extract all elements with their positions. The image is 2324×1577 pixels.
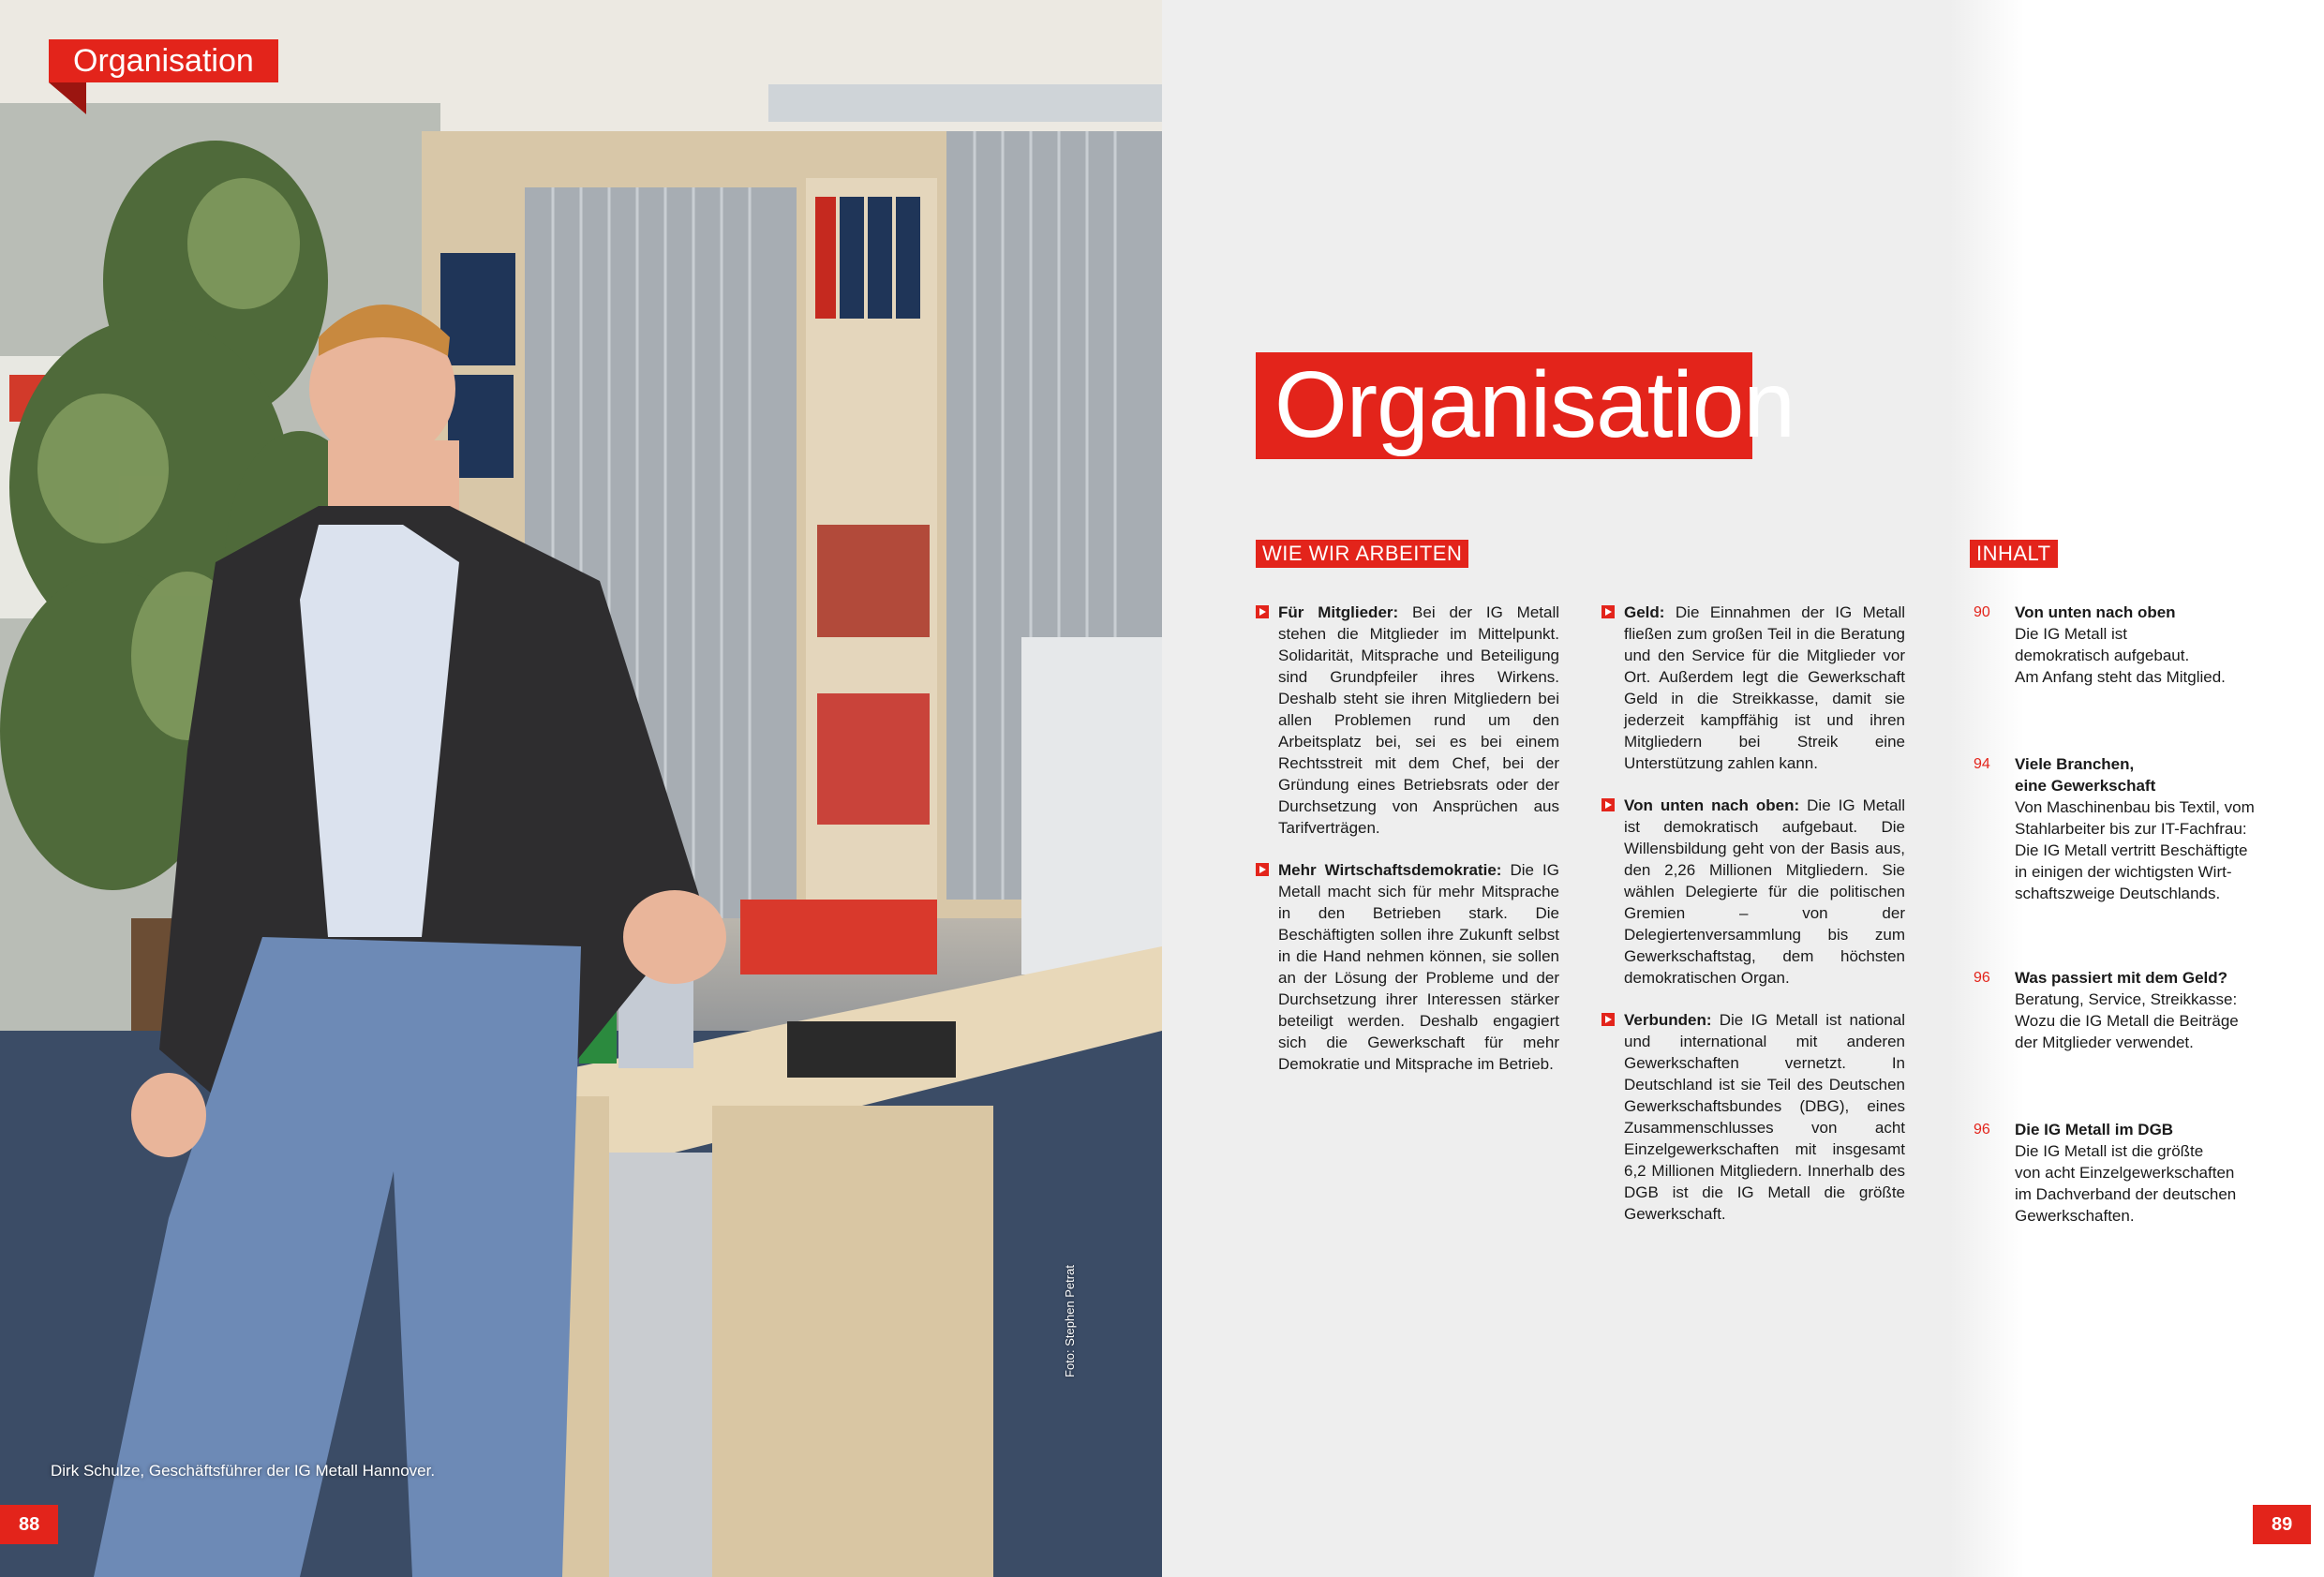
inhalt-label: INHALT xyxy=(1970,540,2058,568)
toc-desc-line: der Mitglieder verwendet. xyxy=(2015,1034,2194,1051)
arrow-bullet-icon xyxy=(1256,605,1269,618)
toc-desc-line: Stahlarbeiter bis zur IT-Fachfrau: xyxy=(2015,820,2247,838)
page-number-left: 88 xyxy=(0,1505,58,1544)
item-heading: Für Mitglieder: xyxy=(1278,603,1413,621)
text-item xyxy=(1601,602,1905,774)
toc-title-line: Was passiert mit dem Geld? xyxy=(2015,969,2228,987)
arrow-bullet-icon xyxy=(1601,1013,1615,1026)
text-column-1 xyxy=(1256,602,1559,1095)
toc-title xyxy=(2015,1119,2287,1140)
toc-title-line: Die IG Metall im DGB xyxy=(2015,1121,2174,1138)
toc-desc-line: Die IG Metall ist xyxy=(2015,625,2127,643)
toc-desc-line: im Dachverband der deutschen xyxy=(2015,1185,2237,1203)
toc-desc-line: Von Maschinenbau bis Textil, vom xyxy=(2015,798,2255,816)
item-text: Die IG Metall macht sich für mehr Mitsprache in den Betrieben stark. Die Beschäftigten sollen ihre Zukunft selbst in die Hand nehmen können, sie sollen an der Lösung der Probleme und der Durchsetzung ihrer Interessen stärker beteiligt werden. Deshalb engagiert sich die Gewerkschaft für mehr Demokratie und Mitsprache im Betrieb. xyxy=(1278,861,1559,1073)
toc-page-number: 94 xyxy=(1974,756,1990,772)
toc-desc-line: Die IG Metall vertritt Beschäftigte xyxy=(2015,841,2248,859)
toc-description xyxy=(2015,796,2287,904)
toc-description xyxy=(2015,989,2287,1053)
toc-desc-line: in einigen der wichtigsten Wirt- xyxy=(2015,863,2232,881)
item-text: Die IG Metall ist demokratisch aufgebaut. Die Willensbildung geht von der Basis aus, den 2,26 Millionen Mitgliedern. Sie wählen Delegierte für die politischen Gremien – von der Delegiertenversammlung bis zum Gewerkschaftstag, dem höchsten demokratischen Organ. xyxy=(1624,796,1906,987)
toc-title xyxy=(2015,602,2287,623)
toc-title xyxy=(2015,753,2287,796)
toc-desc-line: demokratisch aufgebaut. xyxy=(2015,647,2190,664)
item-heading: Verbunden: xyxy=(1624,1011,1720,1029)
wie-wir-arbeiten-label: WIE WIR ARBEITEN xyxy=(1256,540,1468,568)
text-item xyxy=(1256,602,1559,839)
text-item xyxy=(1256,859,1559,1075)
toc-title-line: Von unten nach oben xyxy=(2015,603,2176,621)
text-item xyxy=(1601,1009,1905,1225)
item-text: Die Einnahmen der IG Metall fließen zum großen Teil in die Beratung und den Service für die Mitglieder vor Ort. Außerdem legt die Gewerkschaft Geld in die Streikkasse, damit sie jederzeit kampffähig ist und ihren Mitgliedern bei Streik eine Unterstützung zahlen kann. xyxy=(1624,603,1905,772)
arrow-bullet-icon xyxy=(1256,863,1269,876)
toc-title-line: Viele Branchen, xyxy=(2015,755,2135,773)
section-tab-fold xyxy=(49,82,86,114)
toc-desc-line: Am Anfang steht das Mitglied. xyxy=(2015,668,2226,686)
toc-page-number: 90 xyxy=(1974,604,1990,620)
toc-title-line: eine Gewerkschaft xyxy=(2015,777,2156,795)
toc-desc-line: Wozu die IG Metall die Beiträge xyxy=(2015,1012,2239,1030)
toc-description xyxy=(2015,1140,2287,1227)
section-tab: Organisation xyxy=(49,39,278,82)
toc-desc-line: schaftszweige Deutschlands. xyxy=(2015,885,2221,902)
arrow-bullet-icon xyxy=(1601,798,1615,811)
toc-page-number: 96 xyxy=(1974,1122,1990,1138)
item-text: Bei der IG Metall stehen die Mitglieder im Mittelpunkt. Solidarität, Mitsprache und Beteiligung sind Grundpfeiler ihres Wirkens. Deshalb steht sie ihren Mitgliedern bei allen Problemen rund um den Arbeitsplatz bei, sei es bei einem Rechtsstreit mit dem Chef, bei der Gründung eines Betriebsrats oder der Durchsetzung von Ansprüchen aus Tarifverträgen. xyxy=(1278,603,1560,837)
item-text: Die IG Metall ist national und international mit anderen Gewerkschaften vernetzt. In Deutschland ist sie Teil des Deutschen Gewerkschaftsbundes (DBG), eines Zusammenschlusses von acht Einzelgewerkschaften mit insgesamt 6,2 Millionen Mitgliedern. Innerhalb des DGB ist die IG Metall die größte Gewerkschaft. xyxy=(1624,1011,1906,1223)
page-title: Organisation xyxy=(1256,352,1752,459)
page-number-right: 89 xyxy=(2253,1505,2311,1544)
item-heading: Mehr Wirtschaftsdemokratie: xyxy=(1278,861,1511,879)
toc-desc-line: Die IG Metall ist die größte xyxy=(2015,1142,2204,1160)
toc-description xyxy=(2015,623,2287,688)
arrow-bullet-icon xyxy=(1601,605,1615,618)
text-item xyxy=(1601,795,1905,989)
text-column-2 xyxy=(1601,602,1905,1245)
toc-title xyxy=(2015,967,2287,989)
toc-desc-line: Beratung, Service, Streikkasse: xyxy=(2015,990,2238,1008)
photo-caption: Dirk Schulze, Geschäftsführer der IG Metall Hannover. xyxy=(51,1462,436,1480)
item-heading: Von unten nach oben: xyxy=(1624,796,1808,814)
toc-desc-line: von acht Einzelgewerkschaften xyxy=(2015,1164,2235,1182)
toc-page-number: 96 xyxy=(1974,970,1990,986)
photo-credit: Foto: Stephen Petrat xyxy=(1063,1265,1077,1377)
toc-desc-line: Gewerkschaften. xyxy=(2015,1207,2135,1225)
item-heading: Geld: xyxy=(1624,603,1676,621)
